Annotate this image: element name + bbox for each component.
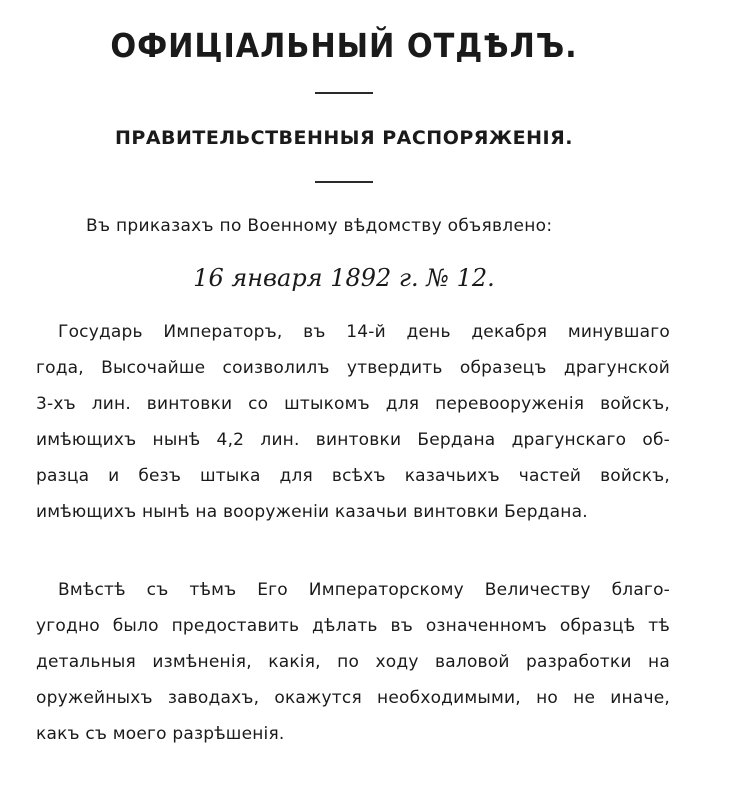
subtitle-divider — [315, 181, 373, 183]
paragraph-1 — [36, 314, 670, 530]
paragraph-line: оружейныхъ заводахъ, окажутся необходимыми, но не иначе, — [36, 688, 670, 708]
paragraph-line: 3-хъ лин. винтовки со штыкомъ для перевооруженія войскъ, — [36, 394, 670, 414]
paragraph-line: Государь Императоръ, въ 14-й день декабря минувшаго — [58, 322, 670, 342]
section-title: ОФИЦІАЛЬНЫЙ ОТДѢЛЪ. — [110, 26, 578, 65]
section-subtitle: ПРАВИТЕЛЬСТВЕННЫЯ РАСПОРЯЖЕНІЯ. — [115, 127, 573, 149]
announcement-line: Въ приказахъ по Военному вѣдомству объявлено: — [86, 216, 553, 236]
paragraph-2 — [36, 572, 670, 752]
paragraph-line: имѣющихъ нынѣ на вооруженіи казачьи винтовки Бердана. — [36, 502, 588, 522]
paragraph-line: имѣющихъ нынѣ 4,2 лин. винтовки Бердана драгунскаго об- — [36, 430, 670, 450]
paragraph-line: Вмѣстѣ съ тѣмъ Его Императорскому Величеству благо- — [58, 580, 670, 600]
order-dateline: 16 января 1892 г. № 12. — [193, 264, 495, 292]
paragraph-line: разца и безъ штыка для всѣхъ казачьихъ частей войскъ, — [36, 466, 670, 486]
paragraph-line: какъ съ моего разрѣшенія. — [36, 724, 285, 744]
title-divider — [315, 92, 373, 94]
paragraph-line: года, Высочайше соизволилъ утвердить образецъ драгунской — [36, 358, 670, 378]
paragraph-line: детальныя измѣненія, какія, по ходу валовой разработки на — [36, 652, 670, 672]
paragraph-line: угодно было предоставить дѣлать въ означенномъ образцѣ тѣ — [36, 616, 670, 636]
